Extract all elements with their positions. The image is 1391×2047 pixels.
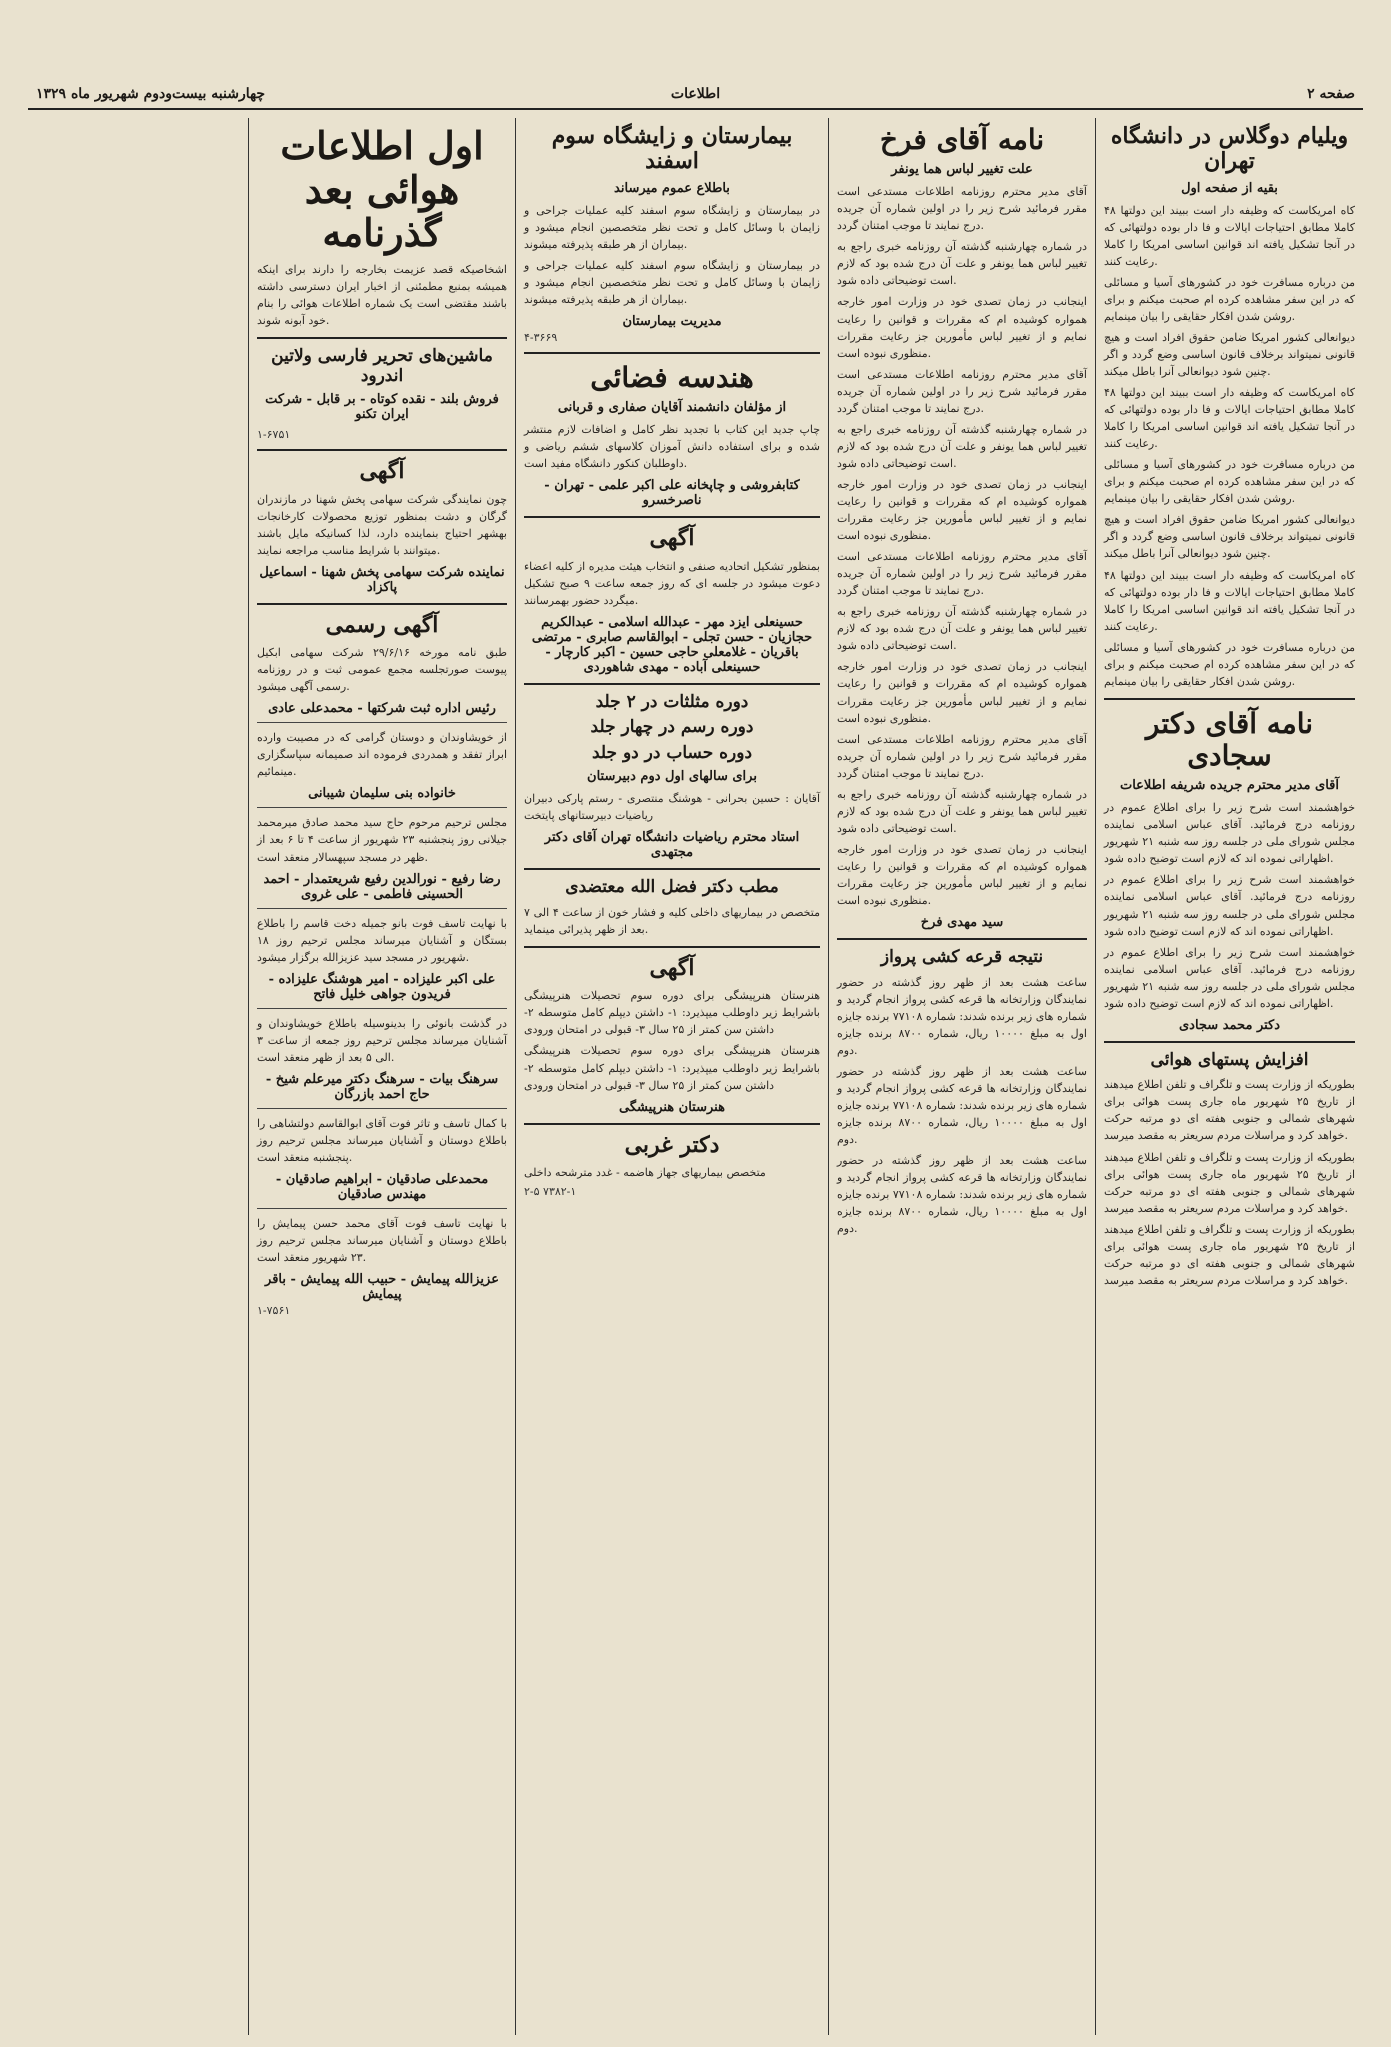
ad-title-airmail-edition: اول اطلاعات هوائی بعد گذرنامه: [280, 123, 484, 256]
article-title-lottery: نتیجه قرعه کشی پرواز: [880, 947, 1044, 968]
newspaper-name: اطلاعات: [670, 86, 721, 102]
paragraph: اشخاصیکه قصد عزیمت بخارجه را دارند برای اینکه همیشه بمنبع مطمئنی از اخبار ایران دسترسی داشته باشند مقتضی است یک شماره اطلاعات هوائی را بنام خود آبونه شوند.: [257, 263, 507, 328]
article-subtitle: علت تغییر لباس هما یونفر: [891, 162, 1033, 178]
ad-body-hospital: [524, 202, 820, 308]
divider: [1104, 1041, 1355, 1043]
article-title-sajjadi: نامه آقای دکتر سجادی: [1145, 706, 1314, 773]
column-1: [1095, 118, 1363, 2035]
ad-reference: ۲-۵ ۷۳۸۲-۱: [524, 1184, 577, 1198]
paragraph: با نهایت تاسف فوت بانو جمیله دخت قاسم را باطلاع بستگان و آشنایان میرساند مجلس ترحیم روز ۱۸ شهریور در مسجد سید عزیزالله برگزار میشود.: [257, 916, 507, 964]
divider: [524, 352, 820, 354]
paragraph: دیوانعالی کشور امریکا ضامن حقوق افراد است و هیچ قانونی نمیتواند برخلاف قانون اساسی وضع گردد و اگر چنین شود دیوانعالی آنرا باطل میکند.: [1104, 513, 1355, 561]
paragraph: ساعت هشت بعد از ظهر روز گذشته در حضور نمایندگان وزارتخانه ها قرعه کشی پرواز انجام گردید و شماره های زیر برنده شدند: شماره ۷۷۱۰۸ برنده جایزه اول به مبلغ ۱۰۰۰۰ ریال، شماره ۸۷۰۰ برنده جایزه دوم.: [837, 1064, 1087, 1147]
column-3: [515, 118, 828, 2035]
signature: سید مهدی فرخ: [920, 915, 1004, 931]
article-body-lottery: [837, 974, 1087, 1238]
notice-memorial: [257, 1115, 507, 1166]
paragraph: آقای مدیر محترم روزنامه اطلاعات مستدعی است مقرر فرمائید شرح زیر را در اولین شماره آن جریده درج نمایند تا موجب امتنان گردد.: [837, 367, 1087, 415]
issue-date: چهارشنبه بیست‌ودوم شهریور ماه ۱۳۲۹: [36, 86, 266, 102]
paragraph: در شماره چهارشنبه گذشته آن روزنامه خبری راجع به تغییر لباس هما یونفر و علت آن درج شده بود که لازم است توضیحاتی داده شود.: [837, 787, 1087, 835]
ad-body-airmail-edition: [257, 261, 507, 329]
divider: [257, 722, 507, 723]
ad-body-official: [257, 644, 507, 695]
ad-subtitle: از مؤلفان دانشمند آقایان صفاری و قربانی: [557, 400, 787, 416]
notice-memorial: [257, 915, 507, 966]
ad-reference: ۱-۶۷۵۱: [257, 428, 291, 442]
article-title-farrokh: نامه آقای فرخ: [879, 123, 1045, 156]
divider: [257, 1108, 507, 1109]
paragraph: بطوریکه از وزارت پست و تلگراف و تلفن اطلاع میدهند از تاریخ ۲۵ شهریور ماه جاری پست هوائی برای شهرهای شمالی و جنوبی هفته ای دو مرتبه حرکت خواهد کرد و مراسلات مردم سریعتر به مقصد میرسد.: [1104, 1222, 1356, 1287]
paragraph: خواهشمند است شرح زیر را برای اطلاع عموم در روزنامه درج فرمائید. آقای عباس اسلامی نماینده مجلس شورای ملی در جلسه روز سه شنبه ۲۱ شهریور اظهاراتی نموده اند که لازم است توضیح داده شود.: [1104, 801, 1355, 866]
paragraph: بمنظور تشکیل اتحادیه صنفی و انتخاب هیئت مدیره از کلیه اعضاء دعوت میشود در جلسه ای که روز جمعه ساعت ۹ صبح تشکیل میگردد حضور بهمرسانند.: [524, 559, 820, 607]
paragraph: ۴۸ کاه امریکاست که وظیفه دار است ببیند این دولتها کاملا مطابق احتیاجات ایالات و فا دار بوده دولتهائی که در آنجا تشکیل یافته اند قوانین اساسی امریکا را کاملا رعایت کنند.: [1104, 386, 1355, 451]
paragraph: من درباره مسافرت خود در کشورهای آسیا و مسائلی که در این سفر مشاهده کرده ام صحبت میکنم و برای روشن شدن افکار حقایقی را بیان مینمایم.: [1104, 640, 1355, 688]
paragraph: از خویشاوندان و دوستان گرامی که در مصیبت وارده ابراز تفقد و همدردی فرموده اند صمیمانه سپاسگزاری مینمائیم.: [257, 731, 507, 779]
divider: [524, 868, 820, 870]
paragraph: ۴۸ کاه امریکاست که وظیفه دار است ببیند این دولتها کاملا مطابق احتیاجات ایالات و فا دار بوده دولتهائی که در آنجا تشکیل یافته اند قوانین اساسی امریکا را کاملا رعایت کنند.: [1104, 203, 1355, 268]
paragraph: خواهشمند است شرح زیر را برای اطلاع عموم در روزنامه درج فرمائید. آقای عباس اسلامی نماینده مجلس شورای ملی در جلسه روز سه شنبه ۲۱ شهریور اظهاراتی نموده اند که لازم است توضیح داده شود.: [1104, 873, 1355, 938]
column-4: [248, 118, 515, 2035]
notice-thanks: [257, 729, 507, 780]
ad-subtitle: باطلاع عموم میرساند: [614, 180, 730, 196]
masthead-bar: [28, 82, 1363, 110]
divider: [524, 946, 820, 948]
article-body-farrokh: [837, 183, 1087, 909]
signature-list: حسینعلی ایزد مهر - عبدالله اسلامی - عبدالکریم حجازیان - حسن تجلی - ابوالقاسم صابری - مرتضی باقریان - غلامعلی حاجی حسین - اکبر کارچار - حسینعلی آباده - مهدی شاهوردی: [531, 614, 813, 675]
ad-title-clinic: مطب دکتر فضل الله معتضدی: [565, 877, 779, 898]
paragraph: در شماره چهارشنبه گذشته آن روزنامه خبری راجع به تغییر لباس هما یونفر و علت آن درج شده بود که لازم است توضیحاتی داده شود.: [837, 240, 1087, 288]
divider: [257, 1208, 507, 1209]
paragraph: آقایان : حسین بحرانی - هوشنگ منتصری - رستم پارکی دبیران ریاضیات دبیرستانهای پایتخت: [524, 792, 820, 823]
paragraph: در شماره چهارشنبه گذشته آن روزنامه خبری راجع به تغییر لباس هما یونفر و علت آن درج شده بود که لازم است توضیحاتی داده شود.: [837, 422, 1087, 470]
notice-memorial: [257, 1215, 507, 1266]
ad-body-books: [524, 790, 820, 824]
paragraph: در گذشت بانوئی را بدینوسیله باطلاع خویشاوندان و آشنایان میرساند مجلس ترحیم روز جمعه از ساعت ۳ الی ۵ بعد از ظهر منعقد است.: [257, 1016, 507, 1064]
paragraph: بطوریکه از وزارت پست و تلگراف و تلفن اطلاع میدهند از تاریخ ۲۵ شهریور ماه جاری پست هوائی برای شهرهای شمالی و جنوبی هفته ای دو مرتبه حرکت خواهد کرد و مراسلات مردم سریعتر به مقصد میرسد.: [1104, 1078, 1356, 1143]
divider: [1104, 698, 1355, 700]
article-body-sajjadi: [1104, 799, 1355, 1012]
ad-body-notice: [524, 558, 820, 609]
ad-title-official: آگهی رسمی: [325, 611, 439, 638]
signature: عزیزالله پیمایش - حبیب الله پیمایش - باقر پیمایش: [265, 1272, 499, 1303]
paragraph: در شماره چهارشنبه گذشته آن روزنامه خبری راجع به تغییر لباس هما یونفر و علت آن درج شده بود که لازم است توضیحاتی داده شود.: [837, 605, 1087, 653]
paragraph: من درباره مسافرت خود در کشورهای آسیا و مسائلی که در این سفر مشاهده کرده ام صحبت میکنم و برای روشن شدن افکار حقایقی را بیان مینمایم.: [1104, 458, 1355, 506]
article-title-douglas: ویلیام دوگلاس در دانشگاه تهران: [1110, 123, 1349, 175]
notice-memorial: [257, 1015, 507, 1066]
paragraph: ساعت هشت بعد از ظهر روز گذشته در حضور نمایندگان وزارتخانه ها قرعه کشی پرواز انجام گردید و شماره های زیر برنده شدند: شماره ۷۷۱۰۸ برنده جایزه اول به مبلغ ۱۰۰۰۰ ریال، شماره ۸۷۰۰ برنده جایزه دوم.: [837, 1154, 1087, 1236]
ad-title-notice: آگهی: [649, 525, 695, 552]
signature: خانواده بنی سلیمان شیبانی: [308, 786, 456, 802]
paragraph: اینجانب در زمان تصدی خود در وزارت امور خارجه همواره کوشیده ام که مقررات و قوانین را رعایت نمایم و از تغییر لباس مأمورین جز رعایت مقررات منظوری نبوده است.: [837, 660, 1087, 725]
paragraph: در بیمارستان و زایشگاه سوم اسفند کلیه عملیات جراحی و زایمان با وسائل کامل و تحت نظر متخصصین انجام میشود و بیماران از هر طبقه پذیرفته میشوند.: [524, 258, 820, 306]
paragraph: هنرستان هنرپیشگی برای دوره سوم تحصیلات هنرپیشگی باشرایط زیر داوطلب میپذیرد: ۱- داشتن دیپلم کامل متوسطه ۲- داشتن سن کمتر از ۲۵ سال ۳- قبولی در امتحان ورودی: [524, 989, 820, 1037]
paragraph: دیوانعالی کشور امریکا ضامن حقوق افراد است و هیچ قانونی نمیتواند برخلاف قانون اساسی وضع گردد و اگر چنین شود دیوانعالی آنرا باطل میکند.: [1104, 330, 1355, 379]
divider: [257, 1008, 507, 1009]
ad-title-typewriters: ماشین‌های تحریر فارسی ولاتین اندرود: [271, 346, 493, 386]
signature: علی اکبر علیزاده - امیر هوشنگ علیزاده - فریدون جواهی خلیل فاتح: [268, 971, 496, 1002]
signature: هنرستان هنرپیشگی: [619, 1099, 725, 1115]
divider: [257, 807, 507, 808]
paragraph: آقای مدیر محترم روزنامه اطلاعات مستدعی است مقرر فرمائید شرح زیر را در اولین شماره آن جریده درج نمایند تا موجب امتنان گردد.: [837, 185, 1087, 233]
paragraph: اینجانب در زمان تصدی خود در وزارت امور خارجه همواره کوشیده ام که مقررات و قوانین را رعایت نمایم و از تغییر لباس مأمورین جز رعایت مقررات منظوری نبوده است.: [837, 295, 1087, 360]
divider: [257, 603, 507, 605]
paragraph: متخصص بیماریهای جهاز هاضمه - غدد مترشحه داخلی: [524, 1165, 766, 1179]
divider: [257, 449, 507, 451]
ad-title-geometry: هندسه فضائی: [590, 360, 754, 394]
paragraph: اینجانب در زمان تصدی خود در وزارت امور خارجه همواره کوشیده ام که مقررات و قوانین را رعایت نمایم و از تغییر لباس مأمورین جز رعایت مقررات منظوری نبوده است.: [837, 842, 1087, 908]
signature: استاد محترم ریاضیات دانشگاه تهران آقای دکتر مجتهدی: [544, 830, 800, 861]
divider: [524, 683, 820, 685]
ad-reference: ۱-۷۵۶۱: [257, 1304, 291, 1318]
paragraph: چاپ جدید این کتاب با تجدید نظر کامل و اضافات لازم منتشر شده و برای استفاده دانش آموزان کلاسهای ششم ریاضی و داوطلبان کنکور دانشگاه مفید است.: [524, 423, 820, 471]
signature: نماینده شرکت سهامی پخش شهنا - اسماعیل پاکزاد: [259, 564, 505, 595]
signature: سرهنگ بیات - سرهنگ دکتر میرعلم شیخ - حاج احمد بازرگان: [265, 1071, 499, 1102]
ad-title-gharbi: دکتر غربی: [624, 1131, 720, 1158]
letter-salutation: آقای مدیر محترم جریده شریفه اطلاعات: [1119, 778, 1340, 794]
divider: [524, 516, 820, 518]
paragraph: با نهایت تاسف فوت آقای محمد حسن پیمایش را باطلاع دوستان و آشنایان میرساند مجلس ترحیم روز ۲۳ شهریور منعقد است.: [257, 1216, 507, 1265]
paragraph: طبق نامه مورخه ۲۹/۶/۱۶ شرکت سهامی ابکیل پیوست صورتجلسه مجمع عمومی ثبت و در روزنامه رسمی آگهی میشود.: [257, 646, 507, 694]
paragraph: آقای مدیر محترم روزنامه اطلاعات مستدعی است مقرر فرمائید شرح زیر را در اولین شماره آن جریده درج نمایند تا موجب امتنان گردد.: [837, 732, 1087, 780]
ad-body-geometry: [524, 421, 820, 472]
ad-reference: ۴-۳۶۶۹: [524, 330, 558, 344]
ad-body-clinic: [524, 904, 820, 938]
signature: کتابفروشی و چاپخانه علی اکبر علمی - تهران - ناصرخسرو: [544, 478, 800, 509]
article-body-douglas: [1104, 202, 1355, 690]
ad-body-acting: [524, 987, 820, 1093]
paragraph: آقای مدیر محترم روزنامه اطلاعات مستدعی است مقرر فرمائید شرح زیر را در اولین شماره آن جریده درج نمایند تا موجب امتنان گردد.: [837, 550, 1087, 598]
ad-title-drawing: دوره رسم در چهار جلد: [590, 717, 754, 738]
signature: دکتر محمد سجادی: [1178, 1017, 1281, 1033]
signature: رئیس اداره ثبت شرکتها - محمدعلی عادی: [268, 701, 496, 717]
page-number: صفحه ۲: [1307, 86, 1355, 102]
ad-title-notice: آگهی: [359, 458, 405, 485]
signature: رضا رفیع - نورالدین رفیع شریعتمدار - احمد الحسینی فاطمی - علی غروی: [263, 871, 501, 902]
signature: مدیریت بیمارستان: [622, 313, 722, 329]
article-title-airmail: افزایش پستهای هوائی: [1150, 1049, 1309, 1070]
signature: محمدعلی صادقیان - ابراهیم صادقیان - مهندس صادقیان: [275, 1171, 489, 1202]
notice-memorial: [257, 814, 507, 865]
divider: [257, 337, 507, 339]
ad-body-shahna: [257, 491, 507, 559]
paragraph: متخصص در بیماریهای داخلی کلیه و فشار خون از ساعت ۴ الی ۷ بعد از ظهر پذیرائی مینماید.: [524, 905, 820, 936]
ad-title-arith: دوره حساب در دو جلد: [591, 742, 753, 763]
paragraph: بطوریکه از وزارت پست و تلگراف و تلفن اطلاع میدهند از تاریخ ۲۵ شهریور ماه جاری پست هوائی برای شهرهای شمالی و جنوبی هفته ای دو مرتبه حرکت خواهد کرد و مراسلات مردم سریعتر به مقصد میرسد.: [1104, 1150, 1356, 1215]
ad-subtitle: فروش بلند - نقده کوتاه - بر قابل - شرکت ایران تکنو: [265, 392, 499, 423]
ad-title-trig: دوره مثلثات در ۲ جلد: [595, 691, 749, 712]
paragraph: با کمال تاسف و تاثر فوت آقای ابوالقاسم دولتشاهی را باطلاع دوستان و آشنایان میرساند مجلس ترحیم روز پنجشنبه منعقد است.: [257, 1116, 507, 1164]
ad-title-hospital: بیمارستان و زایشگاه سوم اسفند: [551, 123, 793, 175]
paragraph: ۴۸ کاه امریکاست که وظیفه دار است ببیند این دولتها کاملا مطابق احتیاجات ایالات و فا دار بوده دولتهائی که در آنجا تشکیل یافته اند قوانین اساسی امریکا را کاملا رعایت کنند.: [1104, 568, 1355, 633]
column-2: [828, 118, 1095, 2035]
paragraph: در بیمارستان و زایشگاه سوم اسفند کلیه عملیات جراحی و زایمان با وسائل کامل و تحت نظر متخصصین انجام میشود و بیماران از هر طبقه پذیرفته میشوند.: [524, 203, 820, 251]
continuation-note: بقیه از صفحه اول: [1181, 180, 1278, 196]
paragraph: مجلس ترحیم مرحوم حاج سید محمد صادق میرمحمد جیلانی روز پنجشنبه ۲۳ شهریور از ساعت ۴ تا ۶ بعد از ظهر در مسجد سپهسالار منعقد است.: [257, 816, 508, 864]
paragraph: ساعت هشت بعد از ظهر روز گذشته در حضور نمایندگان وزارتخانه ها قرعه کشی پرواز انجام گردید و شماره های زیر برنده شدند: شماره ۷۷۱۰۸ برنده جایزه اول به مبلغ ۱۰۰۰۰ ریال، شماره ۸۷۰۰ برنده جایزه دوم.: [837, 975, 1087, 1057]
paragraph: چون نمایندگی شرکت سهامی پخش شهنا در مازندران گرگان و دشت بمنظور توزیع محصولات کارخانجات بهشهر احتیاج بنماینده دارد، لذا کسانیکه مایل باشند میتوانند با شرایط مناسب مراجعه نمایند.: [257, 492, 507, 557]
ad-body-gharbi: [524, 1164, 820, 1181]
paragraph: من درباره مسافرت خود در کشورهای آسیا و مسائلی که در این سفر مشاهده کرده ام صحبت میکنم و برای روشن شدن افکار حقایقی را بیان مینمایم.: [1104, 275, 1355, 323]
divider: [837, 938, 1087, 940]
paragraph: خواهشمند است شرح زیر را برای اطلاع عموم در روزنامه درج فرمائید. آقای عباس اسلامی نماینده مجلس شورای ملی در جلسه روز سه شنبه ۲۱ شهریور اظهاراتی نموده اند که لازم است توضیح داده شود.: [1104, 945, 1355, 1010]
article-body-airmail: [1104, 1076, 1355, 1289]
divider: [524, 1123, 820, 1125]
divider: [257, 908, 507, 909]
paragraph: هنرستان هنرپیشگی برای دوره سوم تحصیلات هنرپیشگی باشرایط زیر داوطلب میپذیرد: ۱- داشتن دیپلم کامل متوسطه ۲- داشتن سن کمتر از ۲۵ سال ۳- قبولی در امتحان ورودی: [524, 1044, 820, 1092]
ad-title-notice-2: آگهی: [649, 955, 695, 982]
ad-subtitle: برای سالهای اول دوم دبیرستان: [587, 769, 757, 785]
paragraph: اینجانب در زمان تصدی خود در وزارت امور خارجه همواره کوشیده ام که مقررات و قوانین را رعایت نمایم و از تغییر لباس مأمورین جز رعایت مقررات منظوری نبوده است.: [837, 477, 1087, 543]
